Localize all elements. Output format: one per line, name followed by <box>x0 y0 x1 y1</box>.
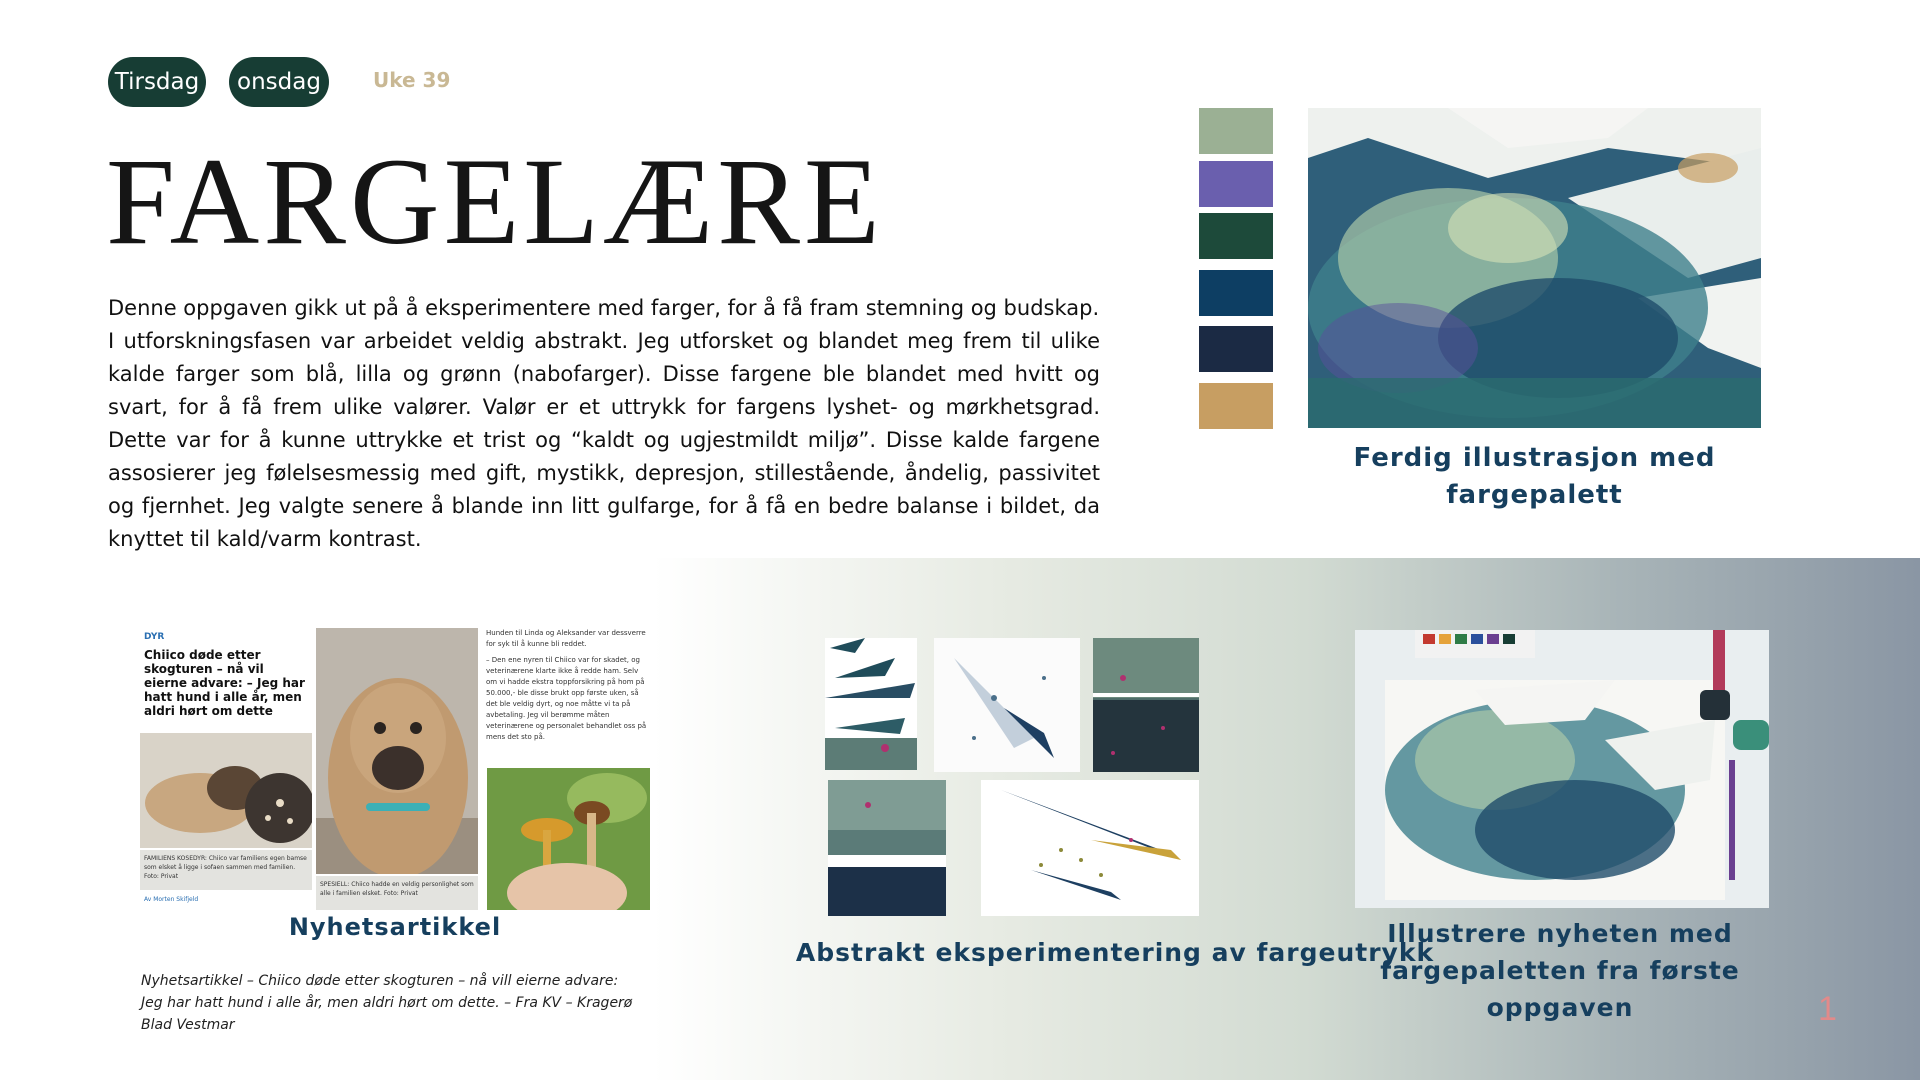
color-swatch <box>1199 270 1273 316</box>
caption-illustrate-news: Illustrere nyheten med fargepaletten fra første oppgaven <box>1380 919 1740 1022</box>
news-caption-1: FAMILIENS KOSEDYR: Chiico var familiens egen bamse som elsket å ligge i sofaen sammen med familien. Foto: Privat <box>140 850 312 890</box>
body-paragraph: I utforskningsfasen var arbeidet veldig abstrakt. Jeg utforsket og blandet meg frem til ulike kalde farger som blå, lilla og grønn (nabofarger). Disse fargene ble blandet med hvitt og svart, for å få frem ulike valører. Valør er et uttrykk for fargens lyshet- og mørkhetsgrad. Dette var for å kunne uttrykke et trist og “kaldt og ugjestmildt miljø”. Disse kalde fargene assosierer jeg følelsesmessig med gift, mystikk, depresjon, stillestående, åndelig, passivitet og fjernhet. Jeg valgte senere å blande inn litt gulfarge, for å få en bedre balanse i bildet, da knyttet til kald/varm kontrast. <box>108 329 1100 551</box>
news-photo-dog-portrait <box>316 628 478 874</box>
page-number: 1 <box>1818 990 1837 1028</box>
abstract-experiment-4 <box>828 780 946 916</box>
abstract-experiment-2 <box>934 638 1080 772</box>
news-headline: Chiico døde etter skogturen – nå vil eierne advare: – Jeg har hatt hund i alle år, men aldri hørt om dette <box>144 648 305 718</box>
page-title: FARGELÆRE <box>106 133 884 270</box>
news-column-right <box>486 628 650 768</box>
abstract-experiment-1 <box>825 638 917 770</box>
day-pill-onsdag: onsdag <box>229 57 329 107</box>
body-intro-line: Denne oppgaven gikk ut på å eksperimentere med farger, for å få fram stemning og budskap. <box>108 296 1100 320</box>
news-photo-mushrooms <box>487 768 650 910</box>
news-source-note: Nyhetsartikkel – Chiico døde etter skogturen – nå vill eierne advare: Jeg har hatt hund i alle år, men aldri hørt om dette. – Fra KV – Kragerø Blad Vestmar <box>141 973 633 1033</box>
caption-abstract-experiments: Abstrakt eksperimentering av fargeutrykk <box>795 938 1435 967</box>
news-caption-2: SPESIELL: Chiico hadde en veldig personlighet som alle i familien elsket. Foto: Privat <box>316 876 478 910</box>
news-text-1: Hunden til Linda og Aleksander var dessverre for syk til å kunne bli reddet. <box>486 629 646 648</box>
news-tag: DYR <box>144 632 165 642</box>
abstract-experiment-3 <box>1093 638 1199 772</box>
news-text-2: – Den ene nyren til Chiico var for skadet, og veterinærene klarte ikke å redde ham. Selv om vi hadde ekstra toppforsikring på hom på 50.000,- ble disse brukt opp første uken, så det ble veldig dyrt, og noe måtte vi ta på avbetaling. Jeg vil berømme måten veterinærene og personalet behandlet oss på mens det sto på. <box>486 656 647 741</box>
abstract-experiment-5 <box>981 780 1199 916</box>
day-pill-tirsdag: Tirsdag <box>108 57 206 107</box>
news-article-clipping <box>140 628 650 910</box>
news-photo-sleeping-dog <box>140 733 312 848</box>
body-text <box>108 292 1100 556</box>
finished-illustration <box>1308 108 1761 428</box>
caption-news-article: Nyhetsartikkel <box>288 913 502 941</box>
color-swatch <box>1199 108 1273 154</box>
illustration-workspace-photo <box>1355 630 1769 908</box>
color-swatch <box>1199 383 1273 429</box>
color-swatch <box>1199 326 1273 372</box>
caption-finished-illustration: Ferdig illustrasjon med fargepalett <box>1353 443 1716 510</box>
week-label: Uke 39 <box>373 68 451 92</box>
color-swatch <box>1199 161 1273 207</box>
news-byline: Av Morten Skifjeld <box>144 896 199 903</box>
color-swatch <box>1199 213 1273 259</box>
